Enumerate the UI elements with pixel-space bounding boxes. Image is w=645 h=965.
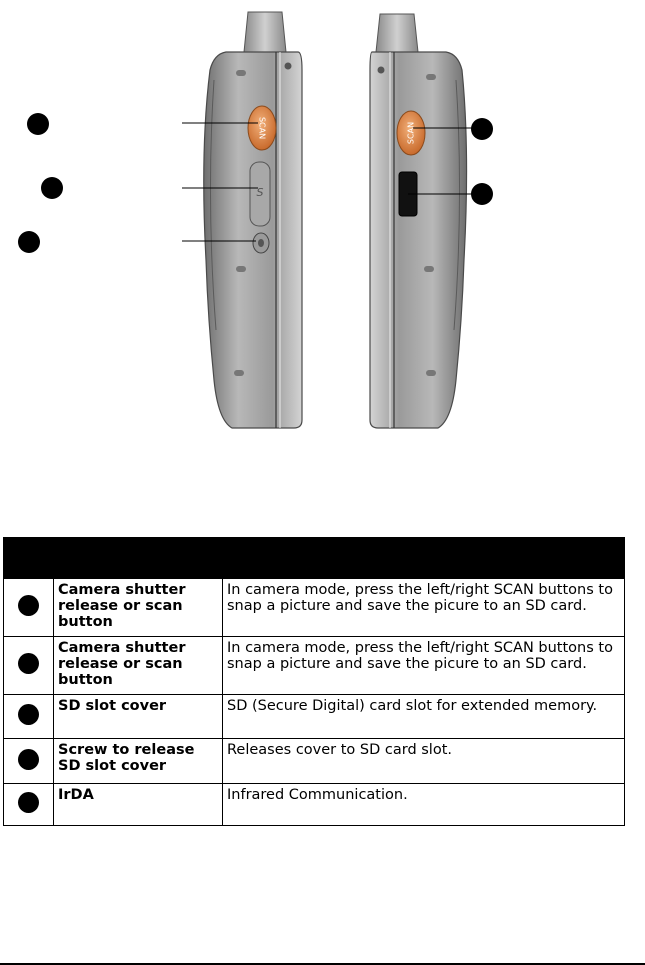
feature-description: In camera mode, press the left/right SCAN buttons to snap a picture and save the picure to an SD card. [223,637,625,695]
right-body [370,52,467,428]
feature-description: Releases cover to SD card slot. [223,739,625,784]
header-cell [54,538,223,579]
header-cell [4,538,54,579]
table-row [4,739,625,784]
table-row [4,695,625,739]
callout-marker [18,231,40,253]
device-side-views-figure [0,0,645,440]
callout-marker [18,749,39,770]
table-header-row [4,538,625,579]
feature-description: In camera mode, press the left/right SCAN buttons to snap a picture and save the picure to an SD card. [223,579,625,637]
svg-text:SCAN: SCAN [257,116,267,140]
device-illustration [0,0,645,440]
row-marker-cell [4,637,54,695]
callout-marker [18,792,39,813]
callout-marker [18,595,39,616]
feature-name: IrDA [54,784,223,826]
feature-name: Camera shutter release or scan button [54,637,223,695]
table-row [4,579,625,637]
row-marker-cell [4,784,54,826]
svg-text:SCAN: SCAN [406,121,416,145]
feature-table [3,537,625,826]
table-row [4,784,625,826]
feature-table-container [3,537,625,826]
header-cell [223,538,625,579]
callout-marker [41,177,63,199]
callout-marker [27,113,49,135]
left-device [204,12,302,428]
callout-marker [471,183,493,205]
feature-name: SD slot cover [54,695,223,739]
feature-description: Infrared Communication. [223,784,625,826]
left-antenna [244,12,286,52]
table-row [4,637,625,695]
row-marker-cell [4,579,54,637]
right-antenna [376,14,418,52]
row-marker-cell [4,739,54,784]
callout-marker [18,704,39,725]
svg-text:S: S [256,186,264,199]
feature-description: SD (Secure Digital) card slot for extended memory. [223,695,625,739]
callout-marker [471,118,493,140]
right-device [370,14,467,428]
callout-marker [18,653,39,674]
feature-name: Screw to release SD slot cover [54,739,223,784]
row-marker-cell [4,695,54,739]
feature-name: Camera shutter release or scan button [54,579,223,637]
